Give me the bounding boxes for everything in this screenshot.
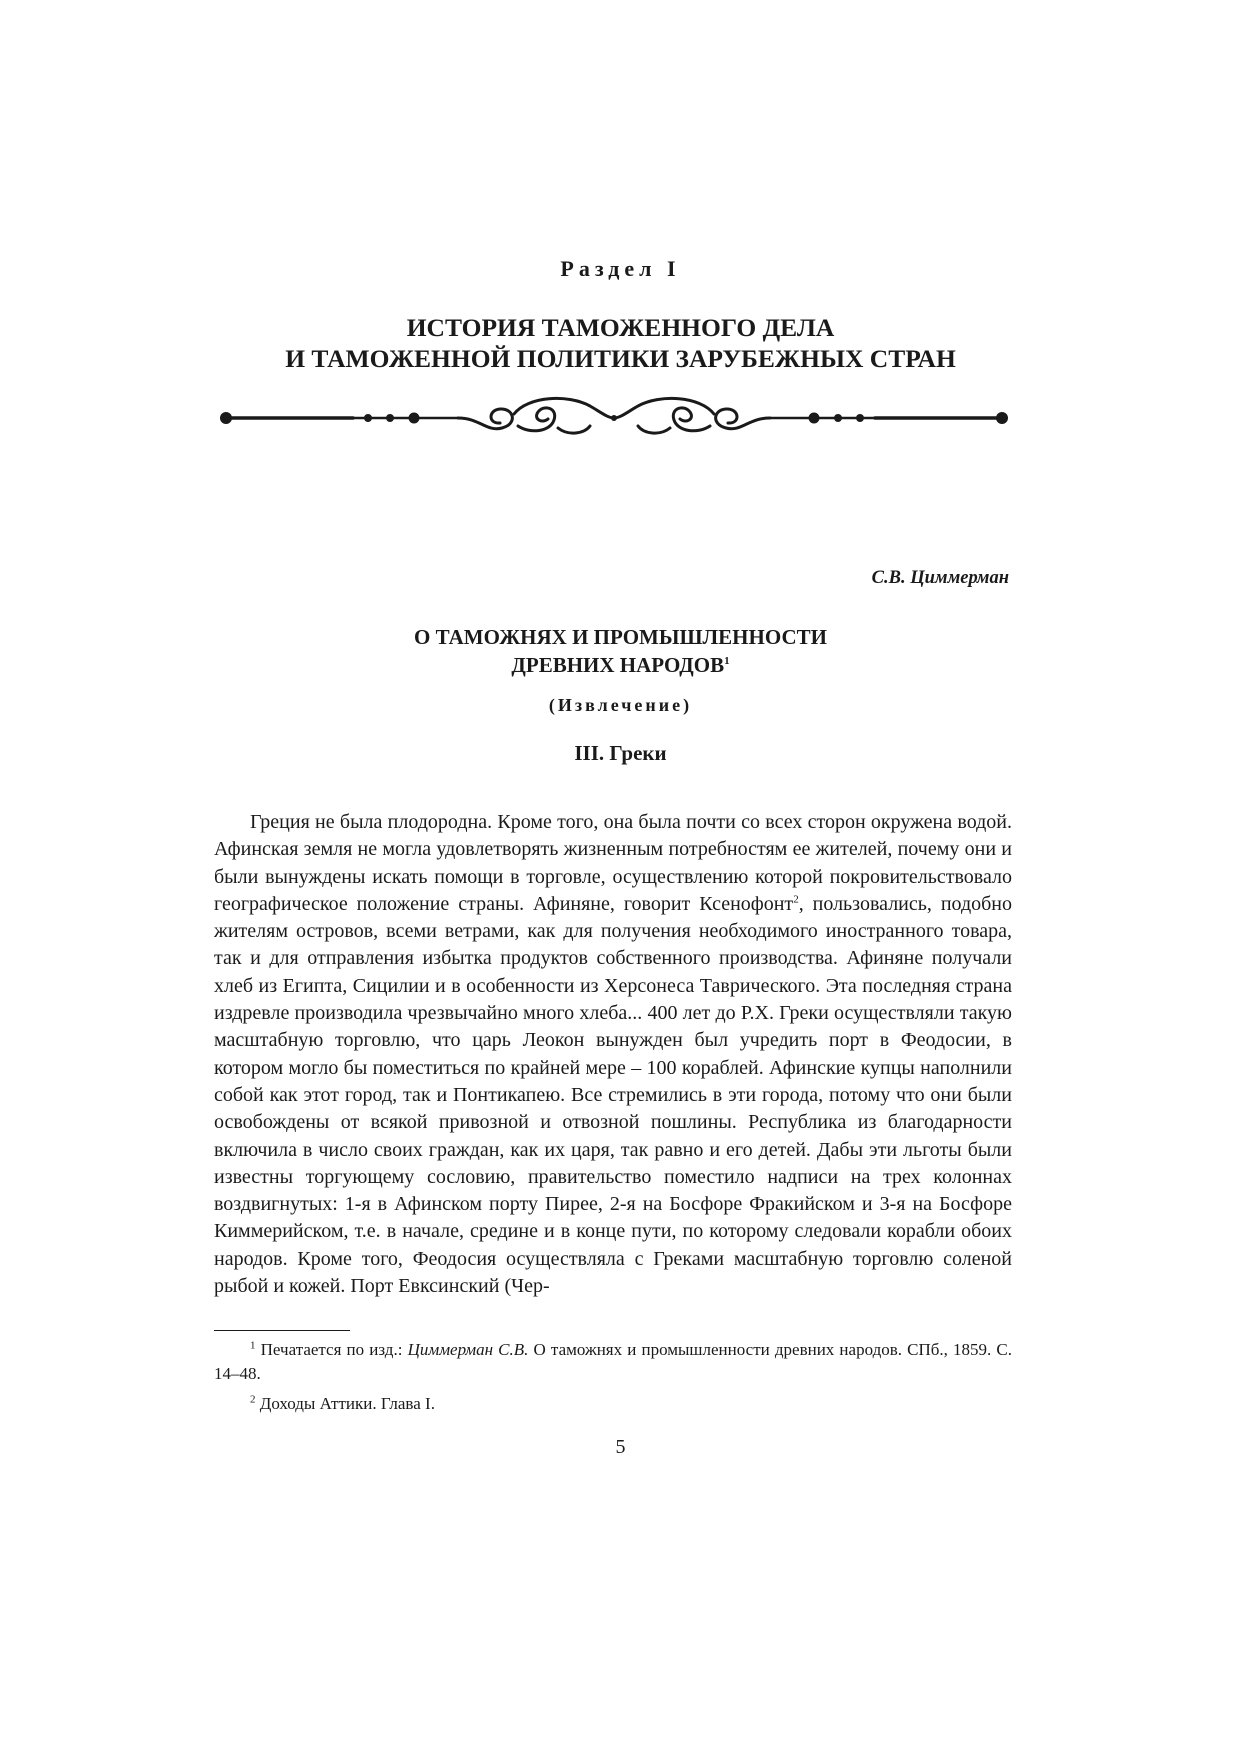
footnote-ref-2: 2 bbox=[793, 893, 799, 906]
part-title-line-2: И ТАМОЖЕННОЙ ПОЛИТИКИ ЗАРУБЕЖНЫХ СТРАН bbox=[285, 344, 956, 373]
footnote-text: Доходы Аттики. Глава I. bbox=[259, 1394, 435, 1413]
article-author: С.В. Циммерман bbox=[871, 568, 1009, 588]
article-title-line-2-text: ДРЕВНИХ НАРОДОВ bbox=[511, 653, 725, 677]
article-title bbox=[0, 623, 1241, 679]
footnote-separator bbox=[214, 1330, 350, 1331]
footnote-number: 2 bbox=[250, 1393, 256, 1406]
body-paragraph bbox=[214, 809, 1012, 1300]
footnote-number: 1 bbox=[250, 1339, 256, 1352]
part-title-line-1: ИСТОРИЯ ТАМОЖЕННОГО ДЕЛА bbox=[406, 313, 835, 342]
article-subtitle: (Извлечение) bbox=[548, 695, 693, 715]
footnote-2 bbox=[214, 1392, 1012, 1416]
body-text-part-1: Греция не была плодородна. Кроме того, она была почти со всех сторон окружена водой. Афинская земля не могла удовлетворять жизненным потребностям ее жителей, почему они и были вынуждены искать помощи в торговле, осуществлению которой покровительствовало географическое положение страны. Афиняне, говорит Ксенофонт bbox=[214, 811, 1012, 915]
footnote-rest: О таможнях и промышленности древних народов. СПб., 1859. С. 14–48. bbox=[214, 1340, 1013, 1383]
section-label: Раздел I bbox=[560, 256, 681, 281]
footnote-ref-1: 1 bbox=[724, 655, 730, 667]
footnotes bbox=[214, 1338, 1012, 1422]
article-title-line-1: О ТАМОЖНЯХ И ПРОМЫШЛЕННОСТИ bbox=[414, 625, 827, 649]
article-title-line-2 bbox=[0, 651, 1241, 679]
chapter-heading: III. Греки bbox=[574, 741, 667, 765]
body-text-part-2: , пользовались, подобно жителям островов, всеми ветрами, как для получения необходимого иностранного товара, так и для отправления избытка продуктов собственного производства. Афиняне получали хлеб из Египта, Сицилии и в особенности из Херсонеса Таврического. Эта последняя страна издревле производила чрезвычайно много хлеба... 400 лет до Р.Х. Греки осуществляли такую масштабную торговлю, что царь Леокон вынужден был учредить порт в Феодосии, в котором могло бы поместиться по крайней мере – 100 кораблей. Афинские купцы наполнили собой как этот город, так и Понтикапею. Все стремились в эти города, потому что они были освобождены от всякой привозной и отвозной пошлины. Республика из благодарности включила в число своих граждан, как их царя, так равно и его детей. Дабы эти льготы были известны торгующему сословию, правительство поместило надписи на трех колоннах воздвигнутых: 1-я в Афинском порту Пирее, 2-я на Босфоре Фракийском и 3-я на Босфоре Киммерийском, т.е. в начале, средине и в конце пути, по которому следовали корабли обоих народов. Кроме того, Феодосия осуществляла с Греками масштабную торговлю соленой рыбой и кожей. Порт Евксинский (Чер- bbox=[214, 892, 1013, 1298]
footnote-1 bbox=[214, 1338, 1012, 1386]
footnote-cited-author: Циммерман С.В. bbox=[407, 1340, 529, 1359]
part-title bbox=[0, 312, 1241, 374]
page-number: 5 bbox=[615, 1436, 626, 1458]
ornament-divider-icon bbox=[218, 392, 1010, 444]
footnote-prefix: Печатается по изд.: bbox=[260, 1340, 408, 1359]
